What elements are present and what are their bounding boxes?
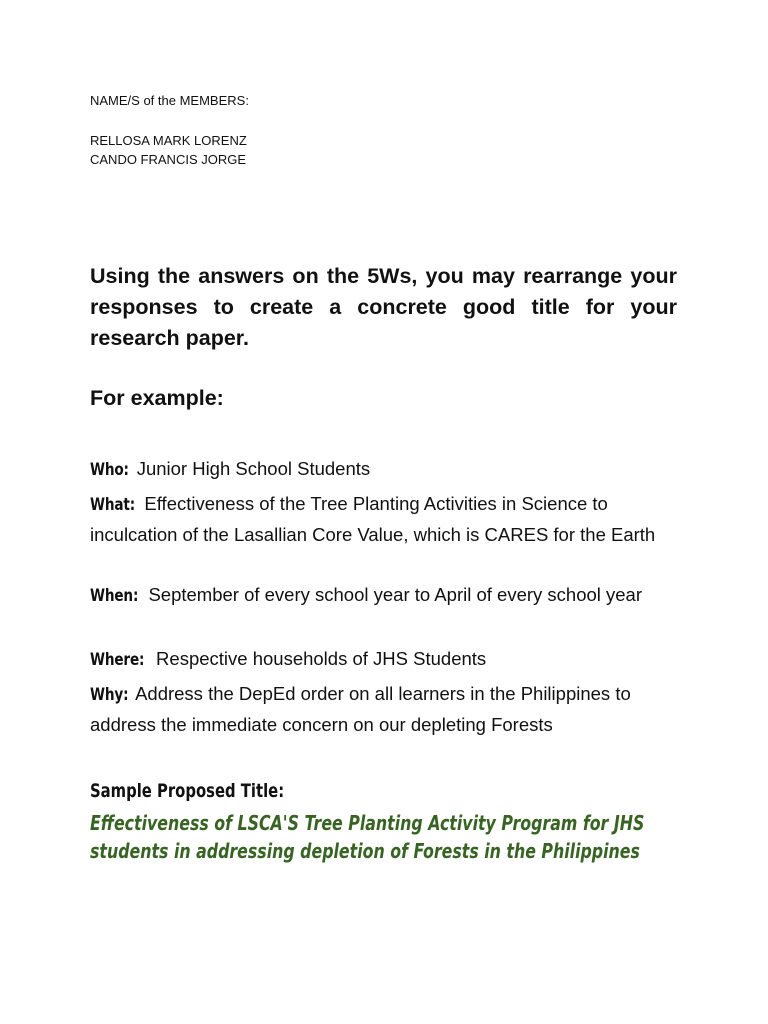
who-entry (90, 454, 680, 485)
when-entry (90, 580, 680, 611)
what-label: What: (90, 495, 136, 515)
why-label: Why: (90, 685, 129, 705)
sample-proposed-title: Effectiveness of LSCA'S Tree Planting Activity Program for JHS students in addressing depletion of Forests in the Philippines (90, 811, 645, 863)
members-label: NAME/S of the MEMBERS: (90, 93, 249, 108)
sample-title-label: Sample Proposed Title: (90, 780, 285, 802)
when-label: When: (90, 586, 139, 606)
who-label: Who: (90, 460, 129, 480)
members-list (90, 131, 247, 169)
where-text: Respective households of JHS Students (156, 648, 487, 669)
example-heading: For example: (90, 386, 224, 410)
member-name: RELLOSA MARK LORENZ (90, 133, 247, 148)
why-text: Address the DepEd order on all learners in the Philippines to address the immediate concern on our depleting Forests (90, 683, 631, 735)
when-text: September of every school year to April of every school year (148, 584, 643, 605)
where-label: Where: (90, 650, 145, 670)
where-entry (90, 644, 680, 675)
what-entry (90, 489, 680, 550)
what-text: Effectiveness of the Tree Planting Activities in Science to inculcation of the Lasallian Core Value, which is CARES for the Earth (90, 493, 656, 545)
instructions-paragraph: Using the answers on the 5Ws, you may rearrange your responses to create a concrete good title for your research paper. (90, 264, 677, 350)
who-text: Junior High School Students (136, 458, 371, 479)
why-entry (90, 679, 680, 740)
member-name: CANDO FRANCIS JORGE (90, 152, 247, 167)
